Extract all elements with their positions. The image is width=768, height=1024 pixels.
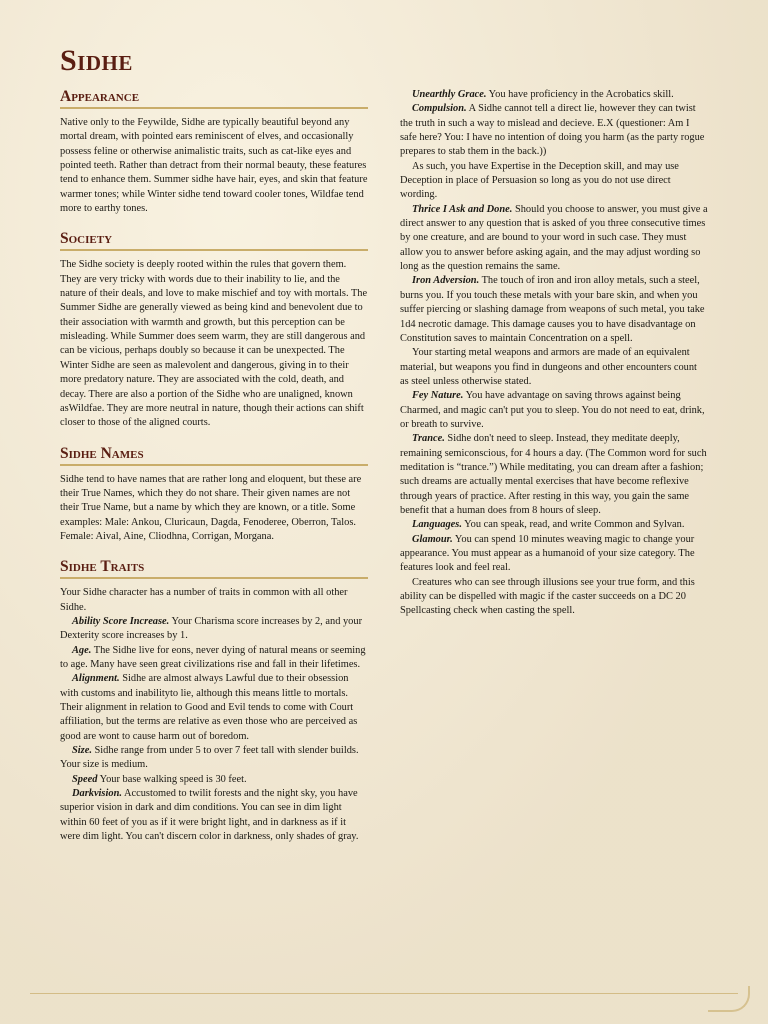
trait-text: Your starting metal weapons and armors are made of an equivalent material, but weapons you find in dungeons and other encounters count as steel unless otherwise stated.: [400, 347, 697, 387]
trait-text: A Sidhe cannot tell a direct lie, however they can twist the truth in such a way to mislead and decieve. E.X (questioner: Am I safe here? You: I have no intention of doing you harm (as the party rogue prepares to stab them in the back.)): [400, 103, 705, 158]
trait-size: [60, 744, 368, 773]
trait-name: Ability Score Increase.: [72, 615, 170, 627]
trait-compulsion-cont: [400, 160, 708, 203]
trait-name: Iron Adversion.: [412, 275, 480, 287]
trait-iron-adversion: [400, 274, 708, 346]
trait-name: Unearthly Grace.: [412, 89, 487, 100]
trait-name: Age.: [72, 644, 92, 656]
society-text: The Sidhe society is deeply rooted within the rules that govern them. They are very tricky with words due to their inability to lie, and the nature of their deals, and love to make mischief and toy with mortals. The Summer Sidhe are generally viewed as being kind and benevolent due to their association with warmth and growth, but this perception can be misleading. While Summer does seem warm, they are still dangerous and can be vicious, perhaps doubly so because it can be unexpected. The Winter Sidhe are seen as malevolent and dangerous, giving in to their more predatory nature. They are associated with the cold, death, and decay. There are also a portion of the Sidhe who are unaligned, known asWildfae. They are more neutral in nature, though their actions can shift closer to those of the aligned courts.: [60, 259, 368, 429]
trait-text: Sidhe don't need to sleep. Instead, they meditate deeply, remaining semiconscious, for 4 hours a day. (The Common word for such meditation is “trance.”) While meditating, you can dream after a fashion; such dreams are actually mental exercises that have become reflexive through years of practice. After resting in this way, you gain the same benefit that a human does from 8 hours of sleep.: [400, 433, 707, 516]
section-heading-society: Society: [60, 230, 368, 251]
left-column: [60, 88, 368, 844]
trait-name: Darkvision.: [72, 788, 122, 800]
trait-text: Sidhe are almost always Lawful due to their obsession with customs and inabilityto lie, although this means little to mortals. Their alignment in relation to Good and Evil tends to come with Court affiliation, but the terms are relative as even those who are perceived as good are wont to cause harm out of boredom.: [60, 673, 358, 742]
trait-unearthly-grace: [400, 88, 708, 102]
trait-fey-nature: [400, 389, 708, 432]
appearance-text: Native only to the Feywilde, Sidhe are typically beautiful beyond any mortal dream, with pointed ears reminiscent of elves, and occasionally possess feline or otherwise animalistic traits, such as cat-like eyes and pointed teeth. Rather than detract from their normal beauty, these features tend to enhance them. Summer sidhe have hair, eyes, and skin that feature warmer tones; while Winter sidhe tend toward cooler tones, Wildfae tend more to earthy tones.: [60, 117, 368, 215]
trait-languages: [400, 518, 708, 532]
section-heading-names: Sidhe Names: [60, 445, 368, 466]
footer-ornament: [708, 986, 750, 1012]
trait-text: You have proficiency in the Acrobatics skill.: [486, 89, 674, 100]
trait-name: Glamour.: [412, 533, 453, 545]
trait-age: [60, 644, 368, 673]
trait-text: The touch of iron and iron alloy metals, such a steel, burns you. If you touch these metals with your bare skin, and when you suffer piercing or slashing damage from weapons of such metal, you take 1d4 necrotic damage. This damage causes you to have disadvantage on Constitution saves to maintain Concentration on a spell.: [400, 275, 705, 344]
trait-text: Your Charisma score increases by 2, and your Dexterity score increases by 1.: [60, 615, 363, 642]
trait-text: You can speak, read, and write Common and Sylvan.: [461, 519, 685, 531]
trait-text: You can spend 10 minutes weaving magic to change your appearance. You must appear as a humanoid of your size category. The features look and feel real.: [400, 533, 695, 574]
trait-name: Size.: [72, 745, 92, 757]
trait-text: Creatures who can see through illusions see your true form, and this ability can be dispelled with magic if the caster succeeds on a DC 20 Spellcasting check when casting the spell.: [400, 576, 695, 617]
trait-name: Speed: [72, 773, 98, 785]
trait-darkvision: [60, 787, 368, 844]
trait-name: Languages.: [412, 519, 462, 531]
section-heading-traits: Sidhe Traits: [60, 558, 368, 579]
trait-text: The Sidhe live for eons, never dying of natural means or seeming to age. Many have seen great civilizations rise and fall in their lifetimes.: [60, 644, 366, 670]
trait-compulsion: [400, 102, 708, 159]
trait-trance: [400, 432, 708, 518]
trait-text: Sidhe range from under 5 to over 7 feet tall with slender builds. Your size is medium.: [60, 745, 359, 771]
trait-text: You have advantage on saving throws against being Charmed, and magic can't put you to sleep. You do not need to eat, drink, or breath to survive.: [400, 390, 705, 430]
trait-name: Fey Nature.: [412, 390, 464, 402]
section-heading-appearance: Appearance: [60, 88, 368, 109]
trait-glamour: [400, 533, 708, 576]
trait-name: Alignment.: [72, 673, 120, 685]
traits-intro: Your Sidhe character has a number of traits in common with all other Sidhe.: [60, 587, 348, 613]
trait-glamour-cont: [400, 576, 708, 619]
trait-text: Your base walking speed is 30 feet.: [97, 773, 247, 785]
trait-name: Thrice I Ask and Done.: [412, 203, 513, 215]
trait-name: Trance.: [412, 433, 445, 445]
footer-rule: [30, 993, 738, 998]
trait-iron-adversion-cont: [400, 346, 708, 389]
trait-name: Compulsion.: [412, 103, 467, 115]
trait-ability-score: [60, 615, 368, 644]
right-column: [400, 88, 708, 619]
trait-alignment: [60, 672, 368, 744]
page-title: Sidhe: [60, 44, 133, 77]
trait-speed: [60, 773, 368, 787]
trait-text: Accustomed to twilit forests and the night sky, you have superior vision in dark and dim conditions. You can see in dim light within 60 feet of you as if it were bright light, and in darkness as if it were dim light. You can't discern color in darkness, only shades of gray.: [60, 788, 359, 843]
names-text: Sidhe tend to have names that are rather long and eloquent, but these are their True Names, which they do not share. Their given names are not their True Name, but a name by which they are known, or a title. Some examples: Male: Ankou, Cluricaun, Dagda, Fenoderee, Oberron, Talos. Female: Aival, Aine, Cliodhna, Corrigan, Morgana.: [60, 473, 362, 542]
trait-text: Should you choose to answer, you must give a direct answer to any question that is asked of you three consecutive times by one creature, and are bound to your word in such case. They must allow you to answer before asking again, and the may adjust wording so long as the question remains the same.: [400, 203, 708, 273]
trait-thrice-asked: [400, 203, 708, 275]
trait-text: As such, you have Expertise in the Deception skill, and may use Deception in place of Persuasion so long as you do not use direct wording.: [400, 160, 679, 201]
